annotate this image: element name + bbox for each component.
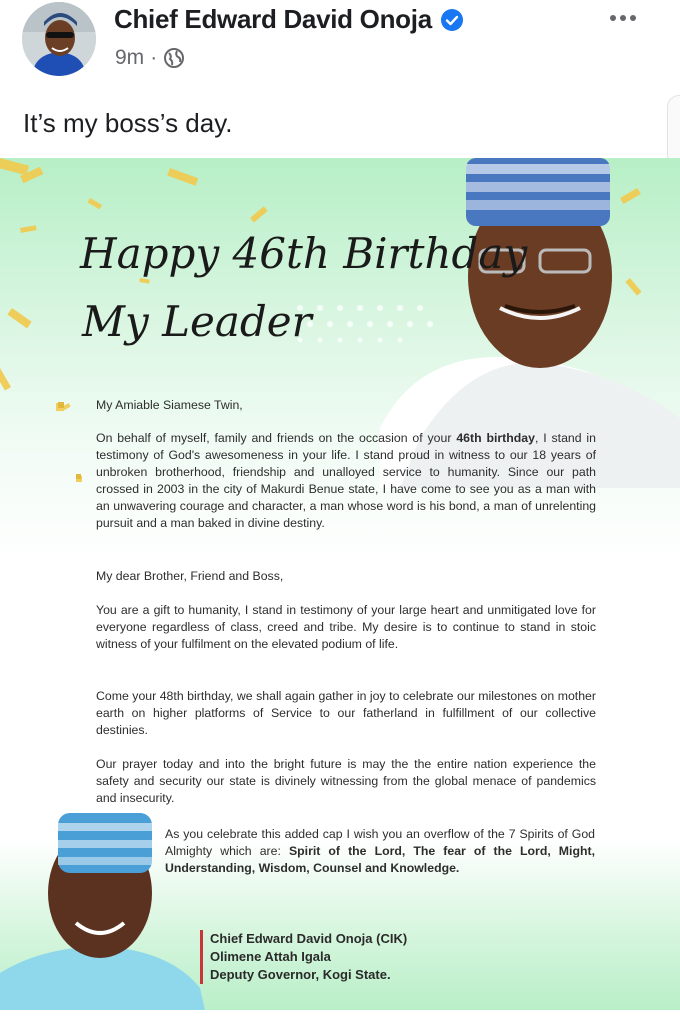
post-header — [0, 0, 680, 95]
letter-paragraph-1 — [96, 430, 596, 532]
author-name[interactable]: Chief Edward David Onoja — [114, 4, 432, 34]
letter-paragraph-3: Come your 48th birthday, we shall again gather in joy to celebrate our milestones on mother earth on higher platforms of Service to our fatherland in fulfillment of our collective destinies. — [96, 689, 596, 737]
more-dot — [620, 15, 626, 21]
p5-text-a: As you celebrate this added cap I wish you an overflow of the 7 Spirits of God Almighty which are: — [165, 827, 595, 858]
more-dot — [610, 15, 616, 21]
p1-text-bold: 46th birthday — [456, 431, 535, 445]
letter-salutation: My Amiable Siamese Twin, — [96, 398, 243, 412]
signature-block — [200, 930, 407, 984]
post-time[interactable]: 9m — [115, 46, 145, 69]
birthday-flyer-image[interactable] — [0, 158, 680, 1010]
side-scroll-handle[interactable] — [667, 95, 680, 167]
letter-paragraph-4: Our prayer today and into the bright future is may the the entire nation experience the safety and security our state is divinely witnessing from the global menace of pandemics and insecurity. — [96, 757, 596, 805]
p5-text-bold: Spirit of the Lord, The fear of the Lord, Might, Understanding, Wisdom, Counsel and Knowledge. — [165, 844, 595, 875]
heading-line2: My Leader — [82, 297, 312, 346]
author-avatar[interactable] — [22, 2, 96, 76]
p1-text-a: On behalf of myself, family and friends on the occasion of your — [96, 431, 457, 445]
heading-line1: Happy 46th Birthday — [80, 229, 528, 278]
more-dot — [630, 15, 636, 21]
post-text: It’s my boss’s day. — [23, 108, 233, 138]
avatar-photo — [22, 2, 96, 76]
signature-name: Chief Edward David Onoja (CIK) — [210, 931, 408, 946]
letter-greeting-2: My dear Brother, Friend and Boss, — [96, 569, 284, 583]
halftone-dots — [297, 305, 433, 343]
bullet-mark — [76, 474, 81, 479]
letter-paragraph-5 — [165, 826, 595, 877]
letter-paragraph-2: You are a gift to humanity, I stand in testimony of your large heart and unmitigated love for everyone regardless of class, creed and tribe. My desire is to continue to stand in stoic witness of your fulfilment on the elevated podium of life. — [96, 603, 596, 651]
p1-text-b: , I stand in testimony of God's awesomeness in your life. I stand proud in witness to our 18 years of unbroken brotherhood, friendship and unalloyed service to humanity. Since our path crossed in 2003 in the city of Makurdi Benue state, I have come to see you as a man with an unwavering courage and character, a man whose word is his bond, a man of unrelenting pursuit and a man baked in divine destiny. — [96, 431, 596, 530]
signature-title-2: Deputy Governor, Kogi State. — [210, 967, 391, 982]
more-options-icon[interactable] — [610, 8, 650, 28]
post-meta — [115, 46, 185, 70]
globe-icon[interactable] — [163, 47, 185, 69]
signature-title-1: Olimene Attah Igala — [210, 949, 331, 964]
meta-separator: · — [150, 46, 158, 69]
bullet-mark — [58, 402, 64, 408]
verified-badge-icon — [440, 8, 464, 32]
